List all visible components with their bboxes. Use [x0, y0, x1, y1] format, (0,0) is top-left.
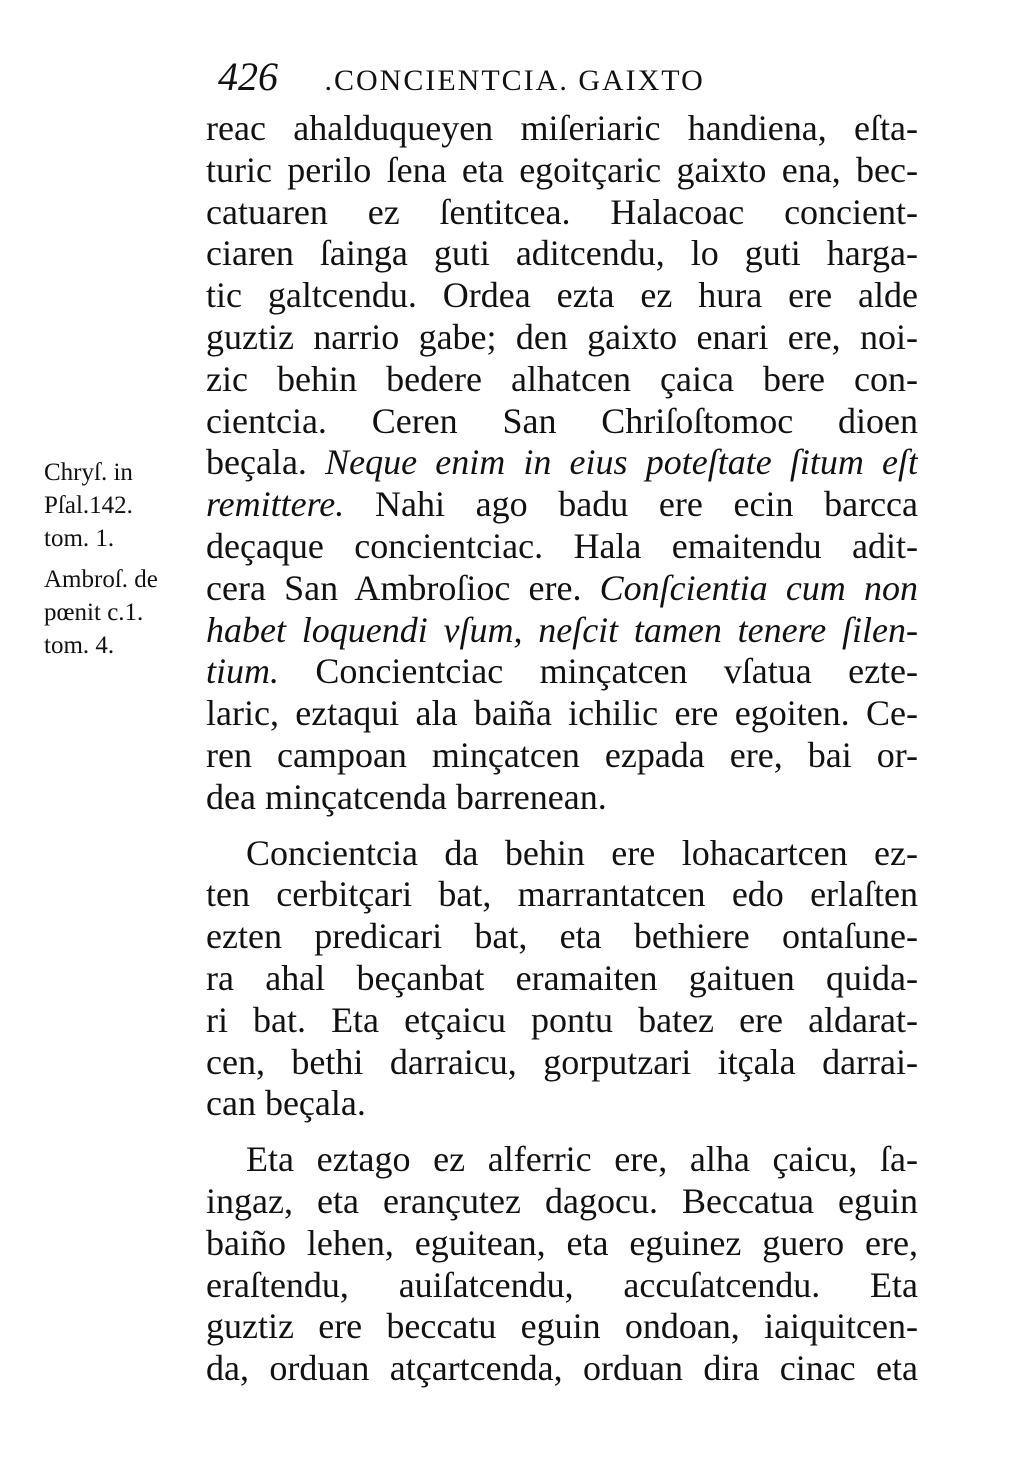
- text-line: guztiz narrio gabe; den gaixto enari ere, noi-: [206, 316, 918, 357]
- text-line: deçaque concientciac. Hala emaitendu adit-: [206, 525, 918, 566]
- text-line: cientcia. Ceren San Chriſoſtomoc dioen: [206, 400, 918, 441]
- running-title: .CONCIENTCIA. GAIXTO: [324, 64, 705, 97]
- text-line: ri bat. Eta etçaicu pontu batez ere aldarat-: [206, 999, 918, 1040]
- text-segment: beçala.: [206, 442, 307, 483]
- latin-quote: tium.: [206, 651, 280, 692]
- text-segment: Concientciac minçatcen vſatua ezte-: [315, 651, 918, 692]
- margin-note-line: tom. 1.: [44, 525, 115, 552]
- text-line: eraſtendu, auiſatcendu, accuſatcendu. Eta: [206, 1264, 918, 1305]
- text-segment: cera San Ambroſioc ere.: [206, 567, 582, 608]
- paragraph-start-line: Concientcia da behin ere lohacartcen ez-: [246, 832, 918, 873]
- margin-notes: [44, 456, 204, 670]
- text-line: baiño lehen, eguitean, eta eguinez guero ere,: [206, 1222, 918, 1263]
- text-line: ren campoan minçatcen ezpada ere, bai or-: [206, 734, 918, 775]
- latin-quote-line: habet loquendi vſum, neſcit tamen tenere ſilen-: [206, 609, 918, 650]
- text-line: ra ahal beçanbat eramaiten gaituen quida-: [206, 957, 918, 998]
- margin-note-line: Ambroſ. de: [44, 566, 158, 593]
- margin-note-line: pœnit c.1.: [44, 599, 144, 626]
- margin-note-line: tom. 4.: [44, 632, 115, 659]
- text-line: tic galtcendu. Ordea ezta ez hura ere alde: [206, 275, 918, 316]
- text-line-with-quote: [206, 484, 918, 526]
- text-segment: Nahi ago badu ere ecin barcca: [374, 484, 918, 525]
- paragraph-start-line: Eta eztago ez alferric ere, alha çaicu, ſa-: [246, 1139, 918, 1180]
- margin-note-ambrose: [44, 563, 204, 662]
- text-line: laric, eztaqui ala baiña ichilic ere egoiten. Ce-: [206, 693, 918, 734]
- latin-quote: Conſcientia cum non: [599, 567, 918, 608]
- latin-quote: Neque enim in eius poteſtate ſitum eſt: [325, 442, 918, 483]
- text-line: zic behin bedere alhatcen çaica bere con-: [206, 358, 918, 399]
- margin-note-line: Pſal.142.: [44, 492, 133, 519]
- text-line: ingaz, eta erançutez dagocu. Beccatua eguin: [206, 1180, 918, 1221]
- text-line-with-quote: [206, 568, 918, 610]
- text-line: ezten predicari bat, eta bethiere ontaſune-: [206, 916, 918, 957]
- text-line-with-quote: [206, 651, 918, 693]
- text-line: da, orduan atçartcenda, orduan dira cinac eta: [206, 1348, 918, 1389]
- text-line: dea minçatcenda barrenean.: [206, 776, 607, 817]
- text-line: reac ahalduqueyen miſeriaric handiena, eſta-: [206, 108, 918, 148]
- page-header: [218, 52, 918, 102]
- text-line: can beçala.: [206, 1083, 366, 1124]
- text-line-with-quote: [206, 442, 918, 484]
- margin-note-line: Chryſ. in: [44, 459, 133, 486]
- text-line: ten cerbitçari bat, marrantatcen edo erlaſten: [206, 874, 918, 915]
- text-line: catuaren ez ſentitcea. Halacoac concient-: [206, 191, 918, 232]
- text-line: ciaren ſainga guti aditcendu, lo guti harga-: [206, 233, 918, 274]
- body-text: [206, 108, 918, 1390]
- latin-quote: remittere.: [206, 484, 345, 525]
- text-line: turic perilo ſena eta egoitçaric gaixto ena, bec-: [206, 149, 918, 190]
- text-line: guztiz ere beccatu eguin ondoan, iaiquitcen-: [206, 1306, 918, 1347]
- page-number: 426: [218, 54, 278, 99]
- text-line: cen, bethi darraicu, gorputzari itçala darrai-: [206, 1041, 918, 1082]
- margin-note-chrysostom: [44, 456, 204, 555]
